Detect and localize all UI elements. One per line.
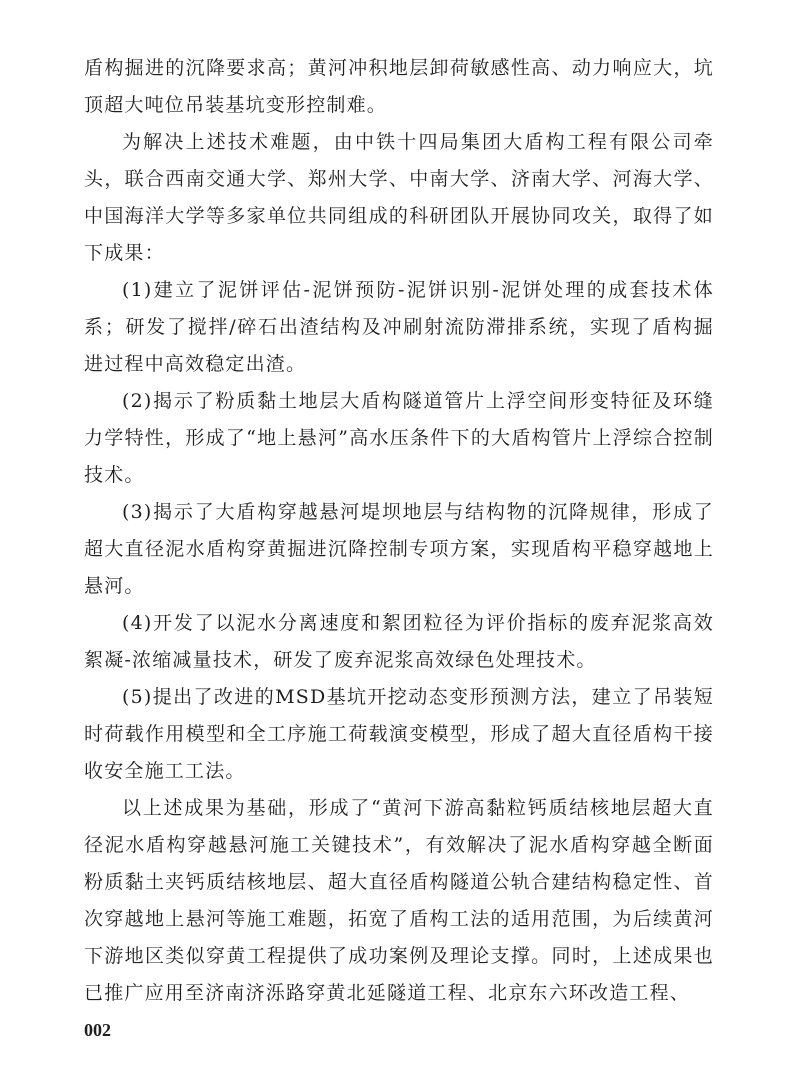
paragraph-continued: 盾构掘进的沉降要求高；黄河冲积地层卸荷敏感性高、动力响应大，坑顶超大吨位吊装基坑变形控制难。 bbox=[84, 57, 714, 116]
paragraph-result-1: (1)建立了泥饼评估-泥饼预防-泥饼识别-泥饼处理的成套技术体系；研发了搅拌/碎石出渣结构及冲刷射流防滞排系统，实现了盾构掘进过程中高效稳定出渣。 bbox=[84, 279, 714, 375]
paragraph-result-3: (3)揭示了大盾构穿越悬河堤坝地层与结构物的沉降规律，形成了超大直径泥水盾构穿黄掘进沉降控制专项方案，实现盾构平稳穿越地上悬河。 bbox=[84, 501, 714, 597]
page-number: 002 bbox=[84, 1020, 111, 1040]
paragraph-result-4: (4)开发了以泥水分离速度和絮团粒径为评价指标的废弃泥浆高效絮凝-浓缩减量技术，研发了废弃泥浆高效绿色处理技术。 bbox=[84, 612, 714, 671]
paragraph-result-2: (2)揭示了粉质黏土地层大盾构隧道管片上浮空间形变特征及环缝力学特性，形成了“地上悬河”高水压条件下的大盾构管片上浮综合控制技术。 bbox=[84, 390, 714, 486]
paragraph-intro: 为解决上述技术难题，由中铁十四局集团大盾构工程有限公司牵头，联合西南交通大学、郑州大学、中南大学、济南大学、河海大学、中国海洋大学等多家单位共同组成的科研团队开展协同攻关，取得了如下成果： bbox=[84, 131, 714, 264]
paragraph-summary: 以上述成果为基础，形成了“黄河下游高黏粒钙质结核地层超大直径泥水盾构穿越悬河施工关键技术”，有效解决了泥水盾构穿越全断面粉质黏土夹钙质结核地层、超大直径盾构隧道公轨合建结构稳定性、首次穿越地上悬河等施工难题，拓宽了盾构工法的适用范围，为后续黄河下游地区类似穿黄工程提供了成功案例及理论支撑。同时，上述成果也已推广应用至济南济泺路穿黄北延隧道工程、北京东六环改造工程、 bbox=[84, 797, 714, 1004]
body-text bbox=[84, 50, 714, 1012]
paragraph-result-5: (5)提出了改进的MSD基坑开挖动态变形预测方法，建立了吊装短时荷载作用模型和全工序施工荷载演变模型，形成了超大直径盾构干接收安全施工工法。 bbox=[84, 686, 714, 782]
